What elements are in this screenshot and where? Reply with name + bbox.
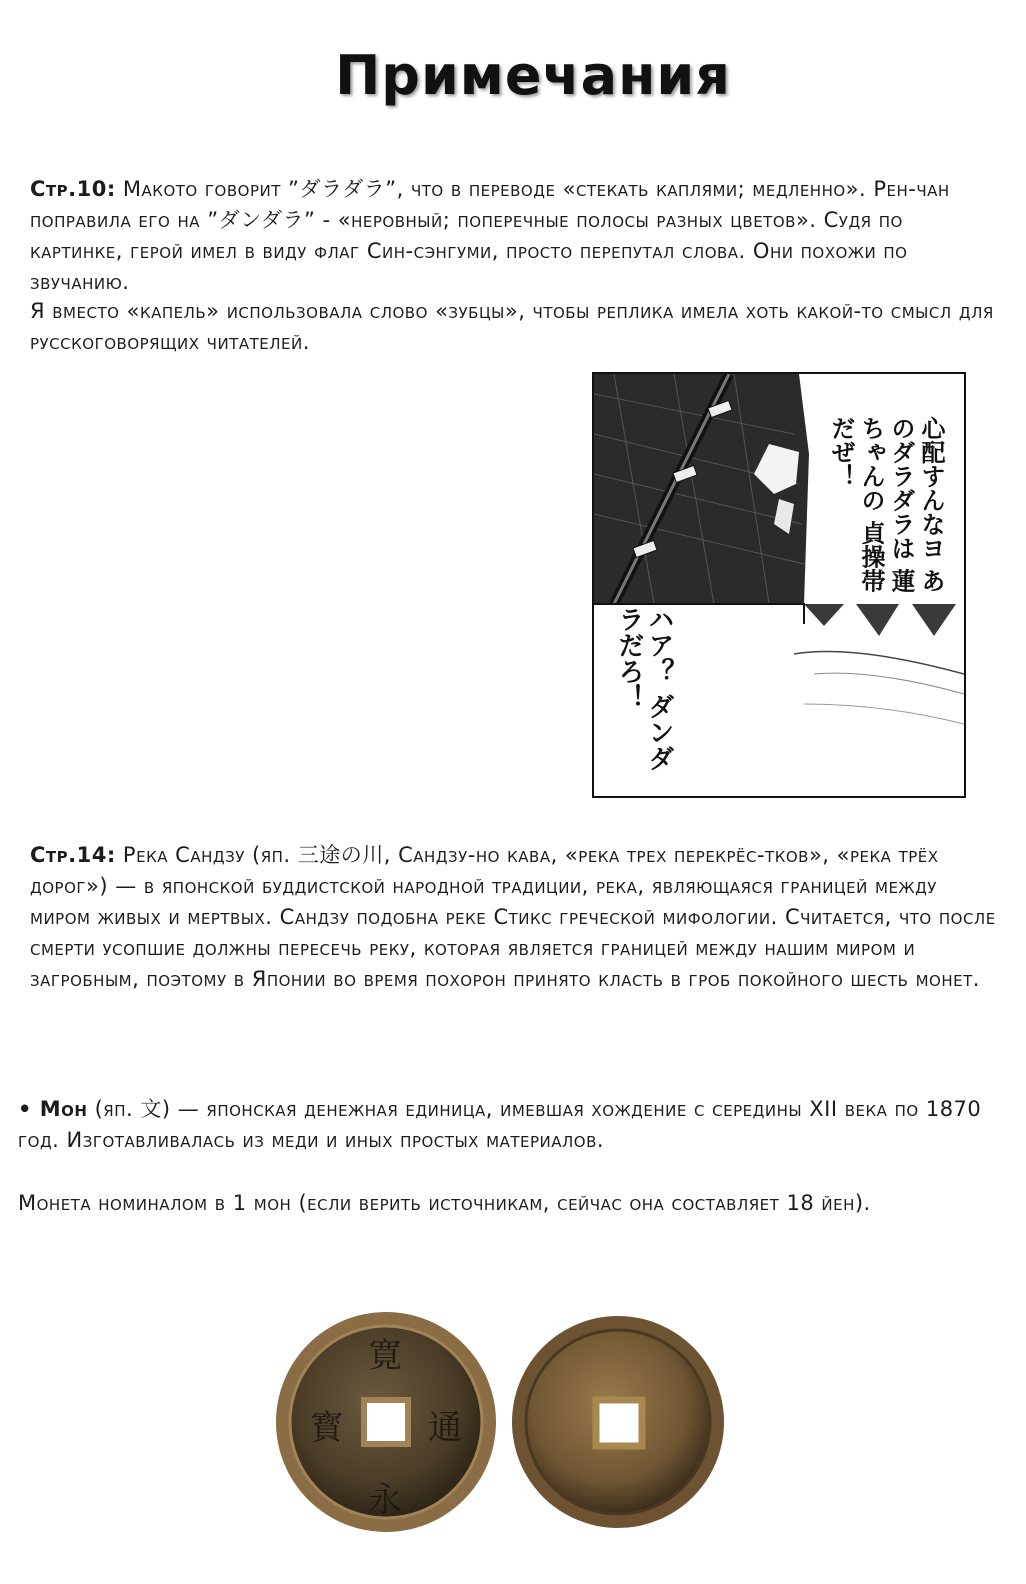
page-title: Примечания: [335, 44, 731, 107]
note-page-14-lead: Стр.14:: [30, 843, 116, 867]
manga-panel: [592, 372, 966, 798]
coin-char-bottom: 永: [368, 1480, 402, 1520]
speech-bubble-left: ハア？ ダンダラだろ！: [614, 606, 674, 772]
note-mon: [18, 1094, 1008, 1156]
note-page-10-translator: Я вместо «капель» использовала слово «зубцы», чтобы реплика имела хоть какой-то смысл для русскоговорящих читателей.: [30, 299, 994, 354]
note-page-10-text: Макото говорит ”ダラダラ”, что в переводе «стекать каплями; медленно». Рен-чан поправила его на ”ダンダラ” - «неровный; поперечные полосы разных цветов». Судя по картинке, герой имел в виду флаг Син-сэнгуми, просто перепутал слова. Они похожи по звучанию.: [30, 177, 950, 294]
note-page-14: [30, 840, 998, 995]
coin-images: [276, 1272, 726, 1577]
coin-char-top: 寛: [368, 1336, 402, 1376]
speech-bubble-right: 心配すんなヨ あのダラダラは 蓮ちゃんの 貞操帯だぜ！: [827, 416, 945, 593]
coin-char-right: 通: [428, 1408, 462, 1448]
note-mon-value: Монета номиналом в 1 мон (если верить источникам, сейчас она составляет 18 йен).: [18, 1191, 871, 1215]
note-page-14-text: Река Сандзу (яп. 三途の川, Сандзу-но кава, «река трех перекрёс-тков», «река трёх дорог») — в японской буддистской народной традиции, река, являющаяся границей между миром живых и мертвых. Сандзу подобна реке Стикс греческой мифологии. Считается, что после смерти усопшие должны пересечь реку, которая является границей между нашим миром и загробным, поэтому в Японии во время похорон принято класть в гроб покойного шесть монет.: [30, 843, 996, 991]
note-mon-lead: • Мон: [18, 1097, 88, 1121]
coin-back: [512, 1316, 724, 1528]
note-page-10-lead: Стр.10:: [30, 177, 116, 201]
coin-char-left: 寳: [310, 1408, 344, 1448]
note-mon-text: (яп. 文) — японская денежная единица, имевшая хождение с середины XII века по 1870 год. Изготавливалась из меди и иных простых материалов.: [18, 1097, 982, 1152]
note-page-10: [30, 174, 998, 298]
